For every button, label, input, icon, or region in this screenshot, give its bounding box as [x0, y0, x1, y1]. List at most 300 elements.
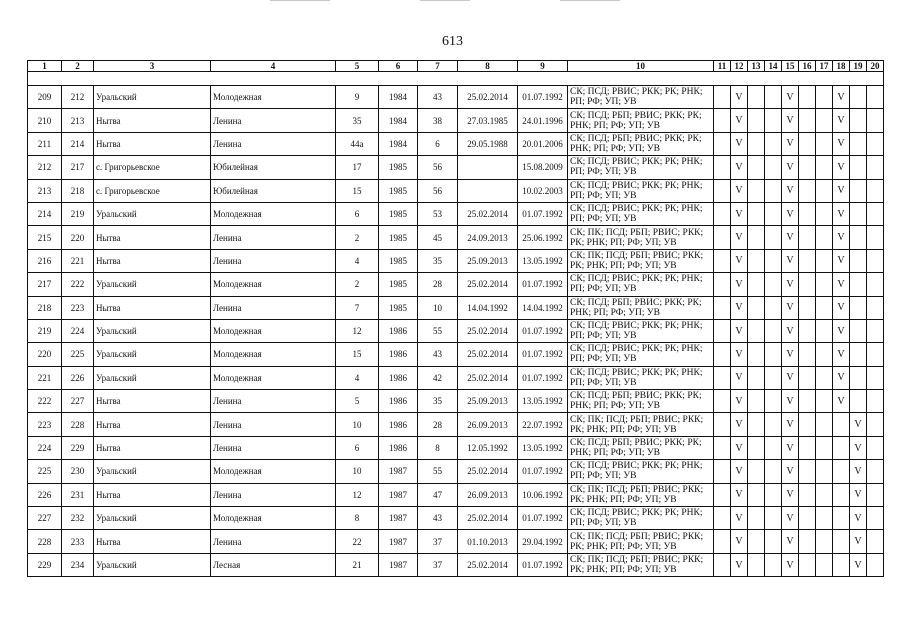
- empty-cell: [799, 366, 816, 389]
- object-number: 214: [62, 132, 94, 155]
- registration-date: 29.04.1992: [518, 530, 568, 553]
- settlement: Нытва: [94, 483, 211, 506]
- record-number: 212: [28, 156, 62, 179]
- object-number: 228: [62, 413, 94, 436]
- rights-list: СК; ПК; ПСД; РБП; РВИС; РКК; РК; РНК; РП; РФ; УП; УВ: [568, 553, 714, 576]
- record-number: 224: [28, 436, 62, 459]
- street: Ленина: [211, 390, 336, 413]
- empty-cell: [867, 553, 884, 576]
- object-number: 223: [62, 296, 94, 319]
- column-header-5: 5: [336, 61, 379, 72]
- mark-col-19: [850, 109, 867, 132]
- settlement: Уральский: [94, 202, 211, 225]
- registration-date: 10.06.1992: [518, 483, 568, 506]
- mark-col-15: V: [782, 390, 799, 413]
- table-body: [28, 72, 884, 577]
- table-row: [28, 366, 884, 389]
- table-row: [28, 109, 884, 132]
- column-header-11: 11: [714, 61, 731, 72]
- settlement: Уральский: [94, 460, 211, 483]
- rights-list: СК; ПСД; РБП; РВИС; РКК; РК; РНК; РП; РФ; УП; УВ: [568, 296, 714, 319]
- mark-col-12: V: [731, 507, 748, 530]
- empty-cell: [816, 343, 833, 366]
- object-number: 217: [62, 156, 94, 179]
- empty-cell: [867, 530, 884, 553]
- house-number: 2: [336, 226, 379, 249]
- object-number: 234: [62, 553, 94, 576]
- year-built: 1986: [379, 343, 418, 366]
- mark-col-12: V: [731, 460, 748, 483]
- object-number: 227: [62, 390, 94, 413]
- mark-col-19: [850, 296, 867, 319]
- empty-cell: [748, 530, 765, 553]
- mark-col-18: V: [833, 249, 850, 272]
- empty-cell: [867, 109, 884, 132]
- mark-col-15: V: [782, 109, 799, 132]
- inspection-date: 26.09.2013: [458, 483, 518, 506]
- table-row: [28, 483, 884, 506]
- column-header-9: 9: [518, 61, 568, 72]
- house-number: 8: [336, 507, 379, 530]
- empty-cell: [867, 86, 884, 109]
- table-row: [28, 179, 884, 202]
- wear-percent: 6: [418, 132, 458, 155]
- empty-cell: [748, 507, 765, 530]
- empty-cell: [799, 249, 816, 272]
- rights-list: СК; ПК; ПСД; РБП; РВИС; РКК; РК; РНК; РП; РФ; УП; УВ: [568, 530, 714, 553]
- mark-col-15: V: [782, 156, 799, 179]
- table-row: [28, 86, 884, 109]
- year-built: 1987: [379, 483, 418, 506]
- empty-cell: [748, 226, 765, 249]
- empty-cell: [867, 296, 884, 319]
- mark-col-19: [850, 202, 867, 225]
- registration-date: 01.07.1992: [518, 366, 568, 389]
- street: Юбилейная: [211, 179, 336, 202]
- mark-col-12: V: [731, 179, 748, 202]
- empty-cell: [799, 273, 816, 296]
- empty-cell: [799, 109, 816, 132]
- record-number: 223: [28, 413, 62, 436]
- empty-cell: [867, 179, 884, 202]
- inspection-date: 25.09.2013: [458, 390, 518, 413]
- street: Ленина: [211, 530, 336, 553]
- registration-date: 01.07.1992: [518, 86, 568, 109]
- rights-list: СК; ПСД; РВИС; РКК; РК; РНК; РП; РФ; УП; УВ: [568, 460, 714, 483]
- settlement: Уральский: [94, 319, 211, 342]
- rights-list: СК; ПСД; РВИС; РКК; РК; РНК; РП; РФ; УП; УВ: [568, 86, 714, 109]
- wear-percent: 38: [418, 109, 458, 132]
- empty-cell: [867, 366, 884, 389]
- empty-cell: [816, 460, 833, 483]
- empty-cell: [816, 530, 833, 553]
- settlement: с. Григорьевское: [94, 179, 211, 202]
- mark-col-12: V: [731, 86, 748, 109]
- record-number: 226: [28, 483, 62, 506]
- mark-col-18: V: [833, 109, 850, 132]
- empty-cell: [765, 507, 782, 530]
- mark-col-12: V: [731, 366, 748, 389]
- mark-col-18: V: [833, 343, 850, 366]
- object-number: 224: [62, 319, 94, 342]
- rights-list: СК; ПСД; РВИС; РКК; РК; РНК; РП; РФ; УП; УВ: [568, 343, 714, 366]
- year-built: 1984: [379, 132, 418, 155]
- empty-cell: [748, 483, 765, 506]
- mark-col-18: [833, 553, 850, 576]
- year-built: 1984: [379, 86, 418, 109]
- mark-col-12: V: [731, 436, 748, 459]
- empty-cell: [799, 179, 816, 202]
- object-number: 213: [62, 109, 94, 132]
- mark-col-19: V: [850, 413, 867, 436]
- settlement: Нытва: [94, 109, 211, 132]
- empty-cell: [799, 530, 816, 553]
- empty-cell: [816, 390, 833, 413]
- object-number: 219: [62, 202, 94, 225]
- mark-col-12: V: [731, 319, 748, 342]
- rights-list: СК; ПСД; РБП; РВИС; РКК; РК; РНК; РП; РФ; УП; УВ: [568, 390, 714, 413]
- column-header-4: 4: [211, 61, 336, 72]
- house-number: 10: [336, 460, 379, 483]
- empty-cell: [748, 366, 765, 389]
- wear-percent: 37: [418, 530, 458, 553]
- empty-cell: [816, 366, 833, 389]
- record-number: 213: [28, 179, 62, 202]
- mark-col-19: [850, 86, 867, 109]
- empty-cell: [867, 273, 884, 296]
- mark-col-12: V: [731, 483, 748, 506]
- empty-cell: [714, 343, 731, 366]
- inspection-date: 12.05.1992: [458, 436, 518, 459]
- registration-date: 13.05.1992: [518, 249, 568, 272]
- year-built: 1986: [379, 413, 418, 436]
- empty-cell: [714, 132, 731, 155]
- empty-cell: [714, 179, 731, 202]
- scan-edge-line-left: [270, 0, 330, 1]
- mark-col-19: V: [850, 530, 867, 553]
- page-number: 613: [442, 34, 463, 49]
- mark-col-12: V: [731, 249, 748, 272]
- mark-col-12: V: [731, 109, 748, 132]
- house-number: 2: [336, 273, 379, 296]
- column-header-15: 15: [782, 61, 799, 72]
- mark-col-15: V: [782, 319, 799, 342]
- record-number: 217: [28, 273, 62, 296]
- registration-date: 20.01.2006: [518, 132, 568, 155]
- street: Молодежная: [211, 202, 336, 225]
- registration-date: 14.04.1992: [518, 296, 568, 319]
- inspection-date: [458, 179, 518, 202]
- street: Молодежная: [211, 319, 336, 342]
- inspection-date: 24.09.2013: [458, 226, 518, 249]
- empty-cell: [867, 460, 884, 483]
- table-row: [28, 249, 884, 272]
- wear-percent: 45: [418, 226, 458, 249]
- table-row: [28, 436, 884, 459]
- settlement: Уральский: [94, 343, 211, 366]
- wear-percent: 53: [418, 202, 458, 225]
- empty-cell: [799, 132, 816, 155]
- object-number: 220: [62, 226, 94, 249]
- wear-percent: 56: [418, 179, 458, 202]
- house-number: 22: [336, 530, 379, 553]
- empty-cell: [765, 296, 782, 319]
- record-number: 220: [28, 343, 62, 366]
- empty-cell: [714, 553, 731, 576]
- house-number: 44а: [336, 132, 379, 155]
- rights-list: СК; ПСД; РВИС; РКК; РК; РНК; РП; РФ; УП; УВ: [568, 366, 714, 389]
- year-built: 1986: [379, 436, 418, 459]
- rights-list: СК; ПСД; РБП; РВИС; РКК; РК; РНК; РП; РФ; УП; УВ: [568, 132, 714, 155]
- table-row: [28, 530, 884, 553]
- street: Юбилейная: [211, 156, 336, 179]
- wear-percent: 47: [418, 483, 458, 506]
- record-number: 209: [28, 86, 62, 109]
- settlement: Уральский: [94, 86, 211, 109]
- street: Молодежная: [211, 366, 336, 389]
- empty-cell: [799, 507, 816, 530]
- rights-list: СК; ПСД; РБП; РВИС; РКК; РК; РНК; РП; РФ; УП; УВ: [568, 109, 714, 132]
- registration-date: 01.07.1992: [518, 319, 568, 342]
- wear-percent: 43: [418, 86, 458, 109]
- object-number: 212: [62, 86, 94, 109]
- empty-cell: [748, 296, 765, 319]
- empty-cell: [867, 132, 884, 155]
- empty-cell: [816, 319, 833, 342]
- record-number: 215: [28, 226, 62, 249]
- empty-cell: [799, 156, 816, 179]
- house-number: 12: [336, 483, 379, 506]
- mark-col-12: V: [731, 296, 748, 319]
- empty-cell: [765, 249, 782, 272]
- registration-date: 01.07.1992: [518, 273, 568, 296]
- empty-cell: [714, 390, 731, 413]
- empty-cell: [799, 343, 816, 366]
- column-header-20: 20: [867, 61, 884, 72]
- empty-cell: [816, 483, 833, 506]
- empty-cell: [816, 86, 833, 109]
- inspection-date: 25.02.2014: [458, 507, 518, 530]
- mark-col-15: V: [782, 507, 799, 530]
- register-table: [27, 60, 884, 577]
- mark-col-19: V: [850, 553, 867, 576]
- inspection-date: 25.02.2014: [458, 366, 518, 389]
- record-number: 210: [28, 109, 62, 132]
- rights-list: СК; ПСД; РВИС; РКК; РК; РНК; РП; РФ; УП; УВ: [568, 179, 714, 202]
- table-row: [28, 507, 884, 530]
- record-number: 211: [28, 132, 62, 155]
- object-number: 226: [62, 366, 94, 389]
- empty-cell: [867, 156, 884, 179]
- mark-col-15: V: [782, 436, 799, 459]
- house-number: 4: [336, 366, 379, 389]
- column-header-17: 17: [816, 61, 833, 72]
- column-header-19: 19: [850, 61, 867, 72]
- mark-col-15: V: [782, 553, 799, 576]
- street: Ленина: [211, 132, 336, 155]
- empty-cell: [867, 319, 884, 342]
- inspection-date: 25.02.2014: [458, 319, 518, 342]
- year-built: 1985: [379, 202, 418, 225]
- house-number: 17: [336, 156, 379, 179]
- empty-cell: [765, 273, 782, 296]
- empty-cell: [799, 413, 816, 436]
- mark-col-18: V: [833, 179, 850, 202]
- street: Ленина: [211, 296, 336, 319]
- empty-cell: [867, 343, 884, 366]
- empty-cell: [714, 507, 731, 530]
- object-number: 231: [62, 483, 94, 506]
- mark-col-18: [833, 436, 850, 459]
- scan-edge-line-right: [560, 0, 620, 1]
- settlement: Уральский: [94, 366, 211, 389]
- column-header-12: 12: [731, 61, 748, 72]
- empty-cell: [765, 319, 782, 342]
- column-header-13: 13: [748, 61, 765, 72]
- column-header-2: 2: [62, 61, 94, 72]
- inspection-date: 01.10.2013: [458, 530, 518, 553]
- house-number: 15: [336, 179, 379, 202]
- object-number: 222: [62, 273, 94, 296]
- empty-cell: [748, 343, 765, 366]
- table-row: [28, 413, 884, 436]
- mark-col-19: [850, 132, 867, 155]
- object-number: 233: [62, 530, 94, 553]
- registration-date: 13.05.1992: [518, 436, 568, 459]
- column-header-16: 16: [799, 61, 816, 72]
- inspection-date: 14.04.1992: [458, 296, 518, 319]
- table-row: [28, 390, 884, 413]
- empty-cell: [816, 202, 833, 225]
- mark-col-15: V: [782, 202, 799, 225]
- rights-list: СК; ПСД; РВИС; РКК; РК; РНК; РП; РФ; УП; УВ: [568, 156, 714, 179]
- spacer-cell: [28, 72, 884, 86]
- settlement: с. Григорьевское: [94, 156, 211, 179]
- empty-cell: [748, 413, 765, 436]
- mark-col-19: [850, 226, 867, 249]
- street: Молодежная: [211, 273, 336, 296]
- empty-cell: [765, 132, 782, 155]
- column-header-18: 18: [833, 61, 850, 72]
- column-header-14: 14: [765, 61, 782, 72]
- empty-cell: [816, 436, 833, 459]
- record-number: 219: [28, 319, 62, 342]
- empty-cell: [816, 179, 833, 202]
- record-number: 227: [28, 507, 62, 530]
- wear-percent: 43: [418, 343, 458, 366]
- mark-col-15: V: [782, 132, 799, 155]
- settlement: Уральский: [94, 507, 211, 530]
- mark-col-15: V: [782, 366, 799, 389]
- empty-cell: [867, 413, 884, 436]
- empty-cell: [799, 296, 816, 319]
- mark-col-15: V: [782, 530, 799, 553]
- empty-cell: [748, 273, 765, 296]
- inspection-date: 25.02.2014: [458, 553, 518, 576]
- column-header-8: 8: [458, 61, 518, 72]
- mark-col-18: V: [833, 296, 850, 319]
- street: Молодежная: [211, 343, 336, 366]
- wear-percent: 10: [418, 296, 458, 319]
- inspection-date: 26.09.2013: [458, 413, 518, 436]
- rights-list: СК; ПК; ПСД; РБП; РВИС; РКК; РК; РНК; РП; РФ; УП; УВ: [568, 483, 714, 506]
- mark-col-12: V: [731, 226, 748, 249]
- table-row: [28, 460, 884, 483]
- empty-cell: [765, 413, 782, 436]
- street: Ленина: [211, 413, 336, 436]
- inspection-date: 25.02.2014: [458, 273, 518, 296]
- mark-col-19: V: [850, 507, 867, 530]
- rights-list: СК; ПК; ПСД; РБП; РВИС; РКК; РК; РНК; РП; РФ; УП; УВ: [568, 226, 714, 249]
- settlement: Уральский: [94, 273, 211, 296]
- rights-list: СК; ПСД; РВИС; РКК; РК; РНК; РП; РФ; УП; УВ: [568, 273, 714, 296]
- empty-cell: [765, 530, 782, 553]
- empty-cell: [714, 202, 731, 225]
- object-number: 232: [62, 507, 94, 530]
- street: Ленина: [211, 226, 336, 249]
- empty-cell: [816, 413, 833, 436]
- record-number: 221: [28, 366, 62, 389]
- mark-col-18: V: [833, 319, 850, 342]
- record-number: 222: [28, 390, 62, 413]
- street: Молодежная: [211, 507, 336, 530]
- mark-col-19: [850, 366, 867, 389]
- year-built: 1987: [379, 530, 418, 553]
- column-header-7: 7: [418, 61, 458, 72]
- mark-col-19: V: [850, 460, 867, 483]
- year-built: 1984: [379, 109, 418, 132]
- registration-date: 24.01.1996: [518, 109, 568, 132]
- year-built: 1987: [379, 460, 418, 483]
- mark-col-15: V: [782, 460, 799, 483]
- empty-cell: [748, 249, 765, 272]
- mark-col-19: [850, 390, 867, 413]
- empty-cell: [765, 343, 782, 366]
- mark-col-18: V: [833, 226, 850, 249]
- empty-cell: [799, 553, 816, 576]
- empty-cell: [799, 390, 816, 413]
- column-header-6: 6: [379, 61, 418, 72]
- mark-col-19: V: [850, 436, 867, 459]
- mark-col-19: [850, 179, 867, 202]
- column-header-10: 10: [568, 61, 714, 72]
- street: Молодежная: [211, 460, 336, 483]
- mark-col-19: V: [850, 483, 867, 506]
- column-header-1: 1: [28, 61, 62, 72]
- year-built: 1985: [379, 156, 418, 179]
- record-number: 225: [28, 460, 62, 483]
- column-header-3: 3: [94, 61, 211, 72]
- header-row: [28, 61, 884, 72]
- wear-percent: 35: [418, 249, 458, 272]
- empty-cell: [748, 179, 765, 202]
- mark-col-12: V: [731, 343, 748, 366]
- settlement: Нытва: [94, 132, 211, 155]
- year-built: 1985: [379, 273, 418, 296]
- mark-col-19: [850, 343, 867, 366]
- empty-cell: [714, 319, 731, 342]
- mark-col-18: [833, 460, 850, 483]
- wear-percent: 8: [418, 436, 458, 459]
- mark-col-15: V: [782, 483, 799, 506]
- empty-cell: [714, 530, 731, 553]
- settlement: Уральский: [94, 553, 211, 576]
- empty-cell: [867, 507, 884, 530]
- empty-cell: [765, 436, 782, 459]
- registration-date: 10.02.2003: [518, 179, 568, 202]
- empty-cell: [714, 483, 731, 506]
- empty-cell: [765, 553, 782, 576]
